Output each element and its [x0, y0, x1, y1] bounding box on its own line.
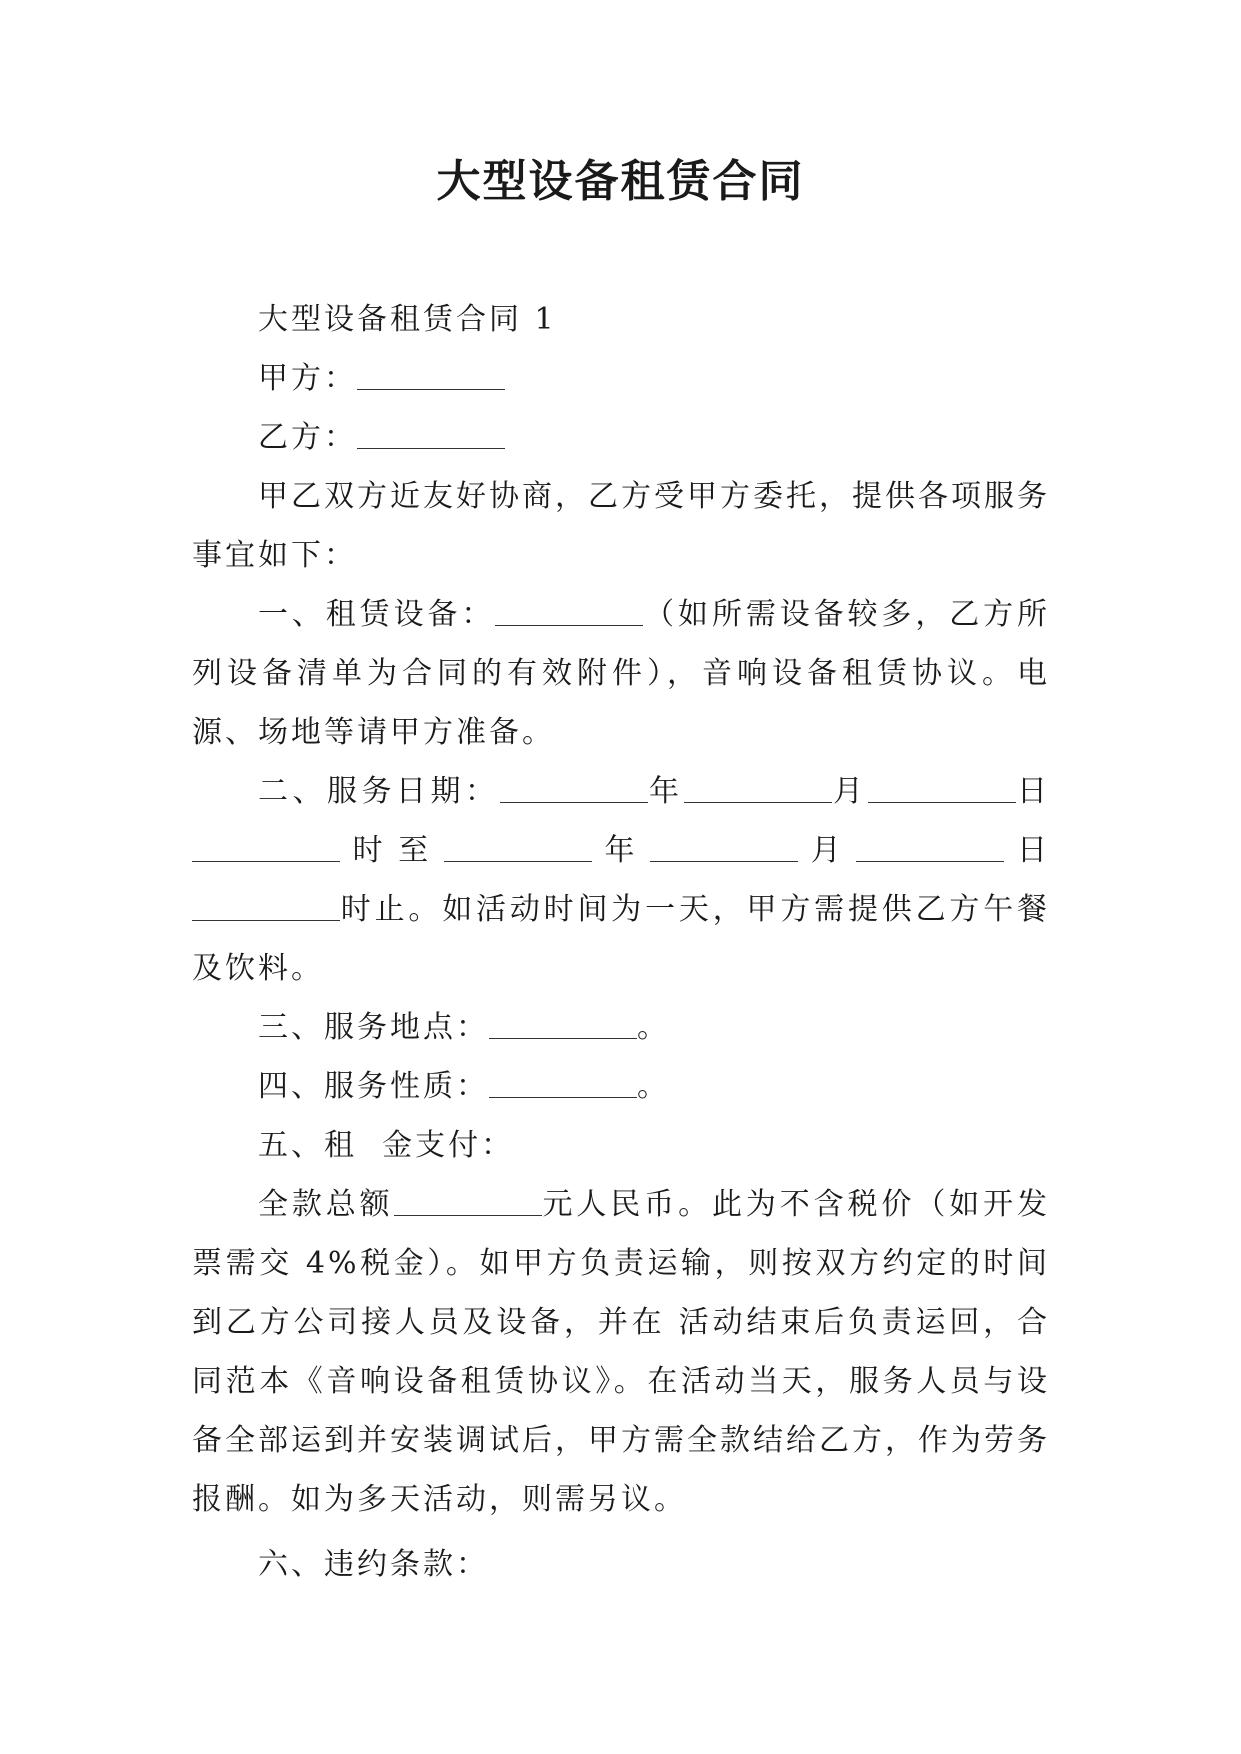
section-4-end: 。: [637, 1069, 670, 1104]
start-year-blank[interactable]: [500, 772, 648, 803]
end-year-unit: 年: [591, 833, 651, 868]
intro-paragraph: 甲乙双方近友好协商，乙方受甲方委托，提供各项服务事宜如下：: [192, 479, 1050, 573]
end-year-blank[interactable]: [444, 831, 592, 862]
section-3-paragraph: [192, 998, 1050, 1057]
party-b-line: [192, 408, 1050, 467]
party-b-label: 乙方：: [258, 420, 357, 455]
section-2-tail: 时止。如活动时间为一天，甲方需提供乙方午餐及饮料。: [192, 892, 1050, 986]
hour-to-text: 时 至: [340, 833, 444, 868]
section-4-paragraph: [192, 1057, 1050, 1116]
end-day-unit: 日: [1004, 833, 1050, 868]
location-blank[interactable]: [489, 1008, 637, 1039]
document-body: [192, 290, 1050, 1594]
section-1-label: 一、租赁设备：: [258, 597, 496, 632]
start-day-blank[interactable]: [868, 772, 1016, 803]
start-month-unit: 月: [831, 774, 868, 809]
section-4-label: 四、服务性质：: [258, 1069, 489, 1104]
payment-lead: 全款总额: [258, 1187, 394, 1222]
start-hour-blank[interactable]: [192, 831, 340, 862]
section-3-end: 。: [637, 1010, 670, 1045]
section-3-label: 三、服务地点：: [258, 1010, 489, 1045]
document-title: 大型设备租赁合同: [436, 156, 805, 207]
start-day-unit: 日: [1015, 774, 1050, 809]
payment-paragraph: [192, 1175, 1050, 1529]
party-a-line: [192, 349, 1050, 408]
amount-blank[interactable]: [394, 1185, 542, 1216]
end-hour-blank[interactable]: [192, 890, 340, 921]
contract-heading: 大型设备租赁合同 1: [258, 302, 557, 337]
section-1-paragraph: [192, 585, 1050, 762]
end-month-blank[interactable]: [650, 831, 798, 862]
equipment-blank[interactable]: [495, 595, 643, 626]
end-day-blank[interactable]: [856, 831, 1004, 862]
section-2-label: 二、服务日期：: [258, 774, 500, 809]
start-month-blank[interactable]: [684, 772, 832, 803]
end-month-unit: 月: [798, 833, 857, 868]
nature-blank[interactable]: [489, 1067, 637, 1098]
start-year-unit: 年: [647, 774, 684, 809]
section-1-text: （如所需设备较多，乙方所列设备清单为合同的有效附件），音响设备租赁协议。电源、场地等请甲方准备。: [192, 597, 1051, 750]
party-a-blank[interactable]: [357, 359, 505, 390]
payment-text: 元人民币。此为不含税价（如开发票需交 4%税金）。如甲方负责运输，则按双方约定的时间到乙方公司接人员及设备，并在 活动结束后负责运回，合同范本《音响设备租赁协议》。在活动当天，服务人员与设备全部运到并安装调试后，甲方需全款结给乙方，作为劳务报酬。如为多天活动，则需另议。: [192, 1187, 1051, 1517]
section-6-label: 六、违约条款：: [258, 1547, 489, 1582]
party-a-label: 甲方：: [258, 361, 357, 396]
section-2-paragraph: [192, 762, 1050, 998]
party-b-blank[interactable]: [357, 418, 505, 449]
section-5-label: 五、租 金支付：: [258, 1128, 515, 1163]
